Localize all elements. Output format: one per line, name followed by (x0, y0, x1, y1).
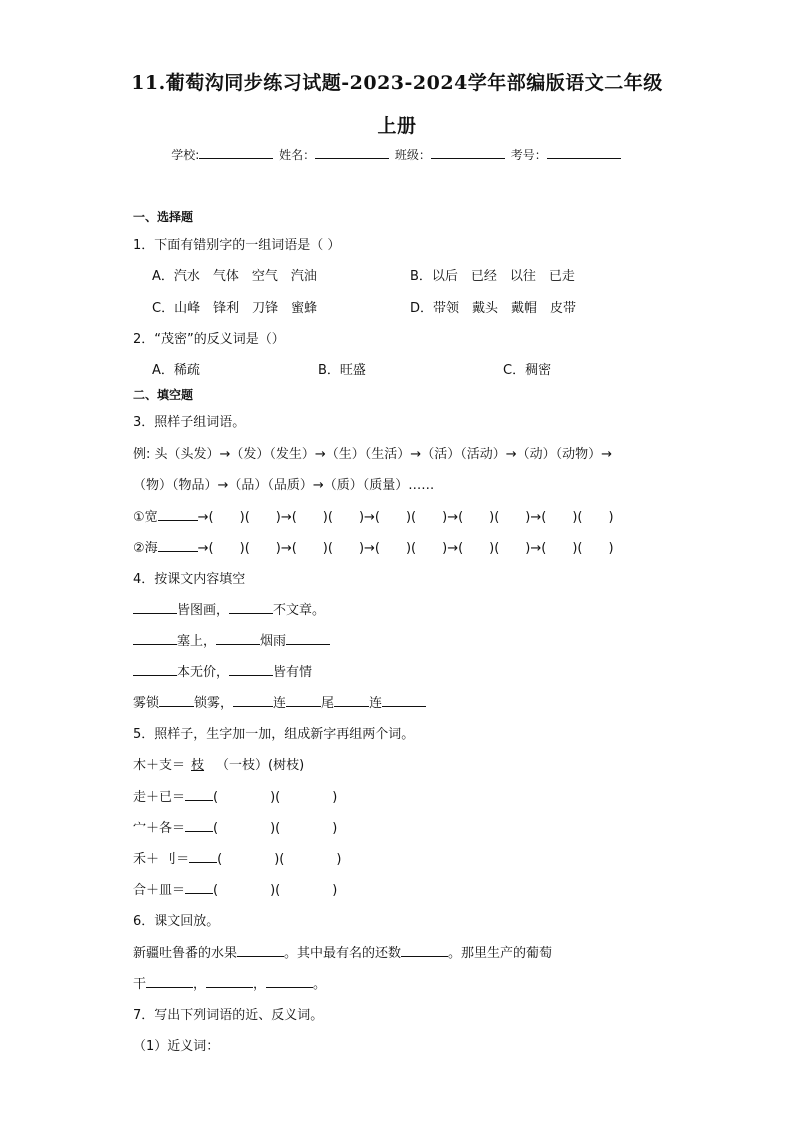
q6-line-2 (133, 973, 326, 992)
q6-blank[interactable] (266, 975, 313, 988)
q4-line-4 (133, 692, 426, 711)
q3-row-2-label: ②海 (133, 541, 158, 556)
q6-text: 。那里生产的葡萄 (448, 946, 553, 961)
q5-blank[interactable] (185, 881, 213, 894)
q2-option-a[interactable]: A．稀疏 (152, 363, 200, 378)
q5-blank[interactable] (185, 788, 213, 801)
school-blank[interactable] (199, 147, 273, 159)
q3-example-line-2: （物）（物品）→（品）（品质）→（质）（质量）…… (133, 478, 435, 493)
q4-text: 皆图画， (177, 603, 230, 618)
q4-blank[interactable] (229, 601, 273, 614)
q6-end: 。 (313, 977, 327, 992)
q4-blank[interactable] (216, 632, 260, 645)
q2-stem: 2．“茂密”的反义词是（） (133, 332, 285, 347)
document-title-line-1: 11.葡萄沟同步练习试题-2023-2024学年部编版语文二年级 (131, 72, 663, 94)
q4-text: 本无价， (177, 665, 230, 680)
q5-formula: 走＋已＝ (133, 790, 186, 805)
q1-option-a[interactable]: A．汽水 气体 空气 汽油 (152, 269, 317, 284)
q4-blank[interactable] (334, 694, 369, 707)
q7-sub-1: （1）近义词： (133, 1039, 220, 1054)
q6-line-1 (133, 942, 552, 961)
q5-parens[interactable]: ( )( ) (217, 852, 342, 867)
q6-text: 干 (133, 977, 147, 992)
q4-text: 塞上， (177, 634, 217, 649)
q4-text: 连 (273, 696, 287, 711)
q1-stem: 1．下面有错别字的一组词语是（ ） (133, 238, 341, 253)
q6-text: 。其中最有名的还数 (284, 946, 402, 961)
q3-row-1 (133, 506, 614, 525)
q5-row-4 (133, 879, 337, 898)
q5-parens[interactable]: ( )( ) (213, 821, 338, 836)
q1-option-d[interactable]: D．带领 戴头 戴帽 皮带 (410, 301, 577, 316)
q5-row-3 (133, 848, 341, 867)
q4-text: 烟雨 (260, 634, 287, 649)
q3-stem: 3．照样子组词语。 (133, 415, 246, 430)
q4-blank[interactable] (159, 694, 194, 707)
q4-text: 连 (369, 696, 383, 711)
q6-blank[interactable] (146, 975, 193, 988)
q3-row-1-blank[interactable] (158, 508, 198, 521)
q4-text: 尾 (321, 696, 335, 711)
q5-stem: 5．照样子，生字加一加，组成新字再组两个词。 (133, 727, 415, 742)
q5-formula: 宀＋各＝ (133, 821, 186, 836)
q7-stem: 7．写出下列词语的近、反义词。 (133, 1008, 324, 1023)
q6-text: 新疆吐鲁番的水果 (133, 946, 238, 961)
q4-blank[interactable] (133, 632, 177, 645)
q2-option-b[interactable]: B．旺盛 (318, 363, 366, 378)
q4-line-2 (133, 630, 330, 649)
q3-example-line-1: 例: 头（头发）→（发）（发生）→（生）（生活）→（活）（活动）→（动）（动物）→ (133, 447, 612, 462)
section-fill-heading: 二、填空题 (133, 388, 194, 402)
name-label: 姓名： (279, 148, 316, 162)
q4-text: 雾锁 (133, 696, 160, 711)
q6-sep: ， (193, 977, 207, 992)
q1-option-c[interactable]: C．山峰 锋利 刀锋 蜜蜂 (152, 301, 318, 316)
q4-text: 不文章。 (273, 603, 326, 618)
number-label: 考号： (510, 148, 547, 162)
q3-row-2-blank[interactable] (158, 539, 198, 552)
q5-row-1 (133, 786, 337, 805)
q6-blank[interactable] (237, 944, 284, 957)
q5-parens[interactable]: ( )( ) (213, 883, 338, 898)
q5-example-words: （一枝）(树枝) (216, 758, 305, 773)
q4-blank[interactable] (133, 663, 177, 676)
q2-option-c[interactable]: C．稠密 (503, 363, 552, 378)
document-title-line-2: 上册 (377, 115, 417, 137)
q6-blank[interactable] (206, 975, 253, 988)
q4-text: 皆有情 (273, 665, 313, 680)
q4-blank[interactable] (286, 694, 321, 707)
q5-blank[interactable] (189, 850, 217, 863)
q5-row-2 (133, 817, 337, 836)
q4-text: 锁雾， (194, 696, 234, 711)
q5-blank[interactable] (185, 819, 213, 832)
student-info-line (0, 146, 794, 163)
section-choice-heading: 一、选择题 (133, 210, 194, 224)
q4-blank[interactable] (229, 663, 273, 676)
q5-parens[interactable]: ( )( ) (213, 790, 338, 805)
number-blank[interactable] (547, 147, 621, 159)
class-blank[interactable] (431, 147, 505, 159)
q6-blank[interactable] (401, 944, 448, 957)
q5-example-formula: 木＋支＝ (133, 758, 186, 773)
q5-example (133, 754, 304, 773)
q4-line-1 (133, 599, 325, 618)
name-blank[interactable] (315, 147, 389, 159)
q3-row-2-chain[interactable]: →( )( )→( )( )→( )( )→( )( )→( )( ) (197, 541, 614, 556)
q4-blank[interactable] (286, 632, 330, 645)
q3-row-1-label: ①宽 (133, 510, 158, 525)
q4-blank[interactable] (133, 601, 177, 614)
q4-blank[interactable] (233, 694, 273, 707)
q6-stem: 6．课文回放。 (133, 914, 220, 929)
school-label: 学校: (171, 148, 200, 162)
q5-formula: 合＋皿＝ (133, 883, 186, 898)
q4-line-3 (133, 661, 312, 680)
q3-row-1-chain[interactable]: →( )( )→( )( )→( )( )→( )( )→( )( ) (197, 510, 614, 525)
class-label: 班级： (394, 148, 431, 162)
q3-row-2 (133, 537, 614, 556)
q5-example-answer: 枝 (191, 758, 205, 773)
q1-option-b[interactable]: B．以后 已经 以往 已走 (410, 269, 575, 284)
q4-blank[interactable] (382, 694, 426, 707)
q4-stem: 4．按课文内容填空 (133, 572, 246, 587)
q6-sep: ， (253, 977, 267, 992)
q5-formula: 禾＋ 刂＝ (133, 852, 190, 867)
